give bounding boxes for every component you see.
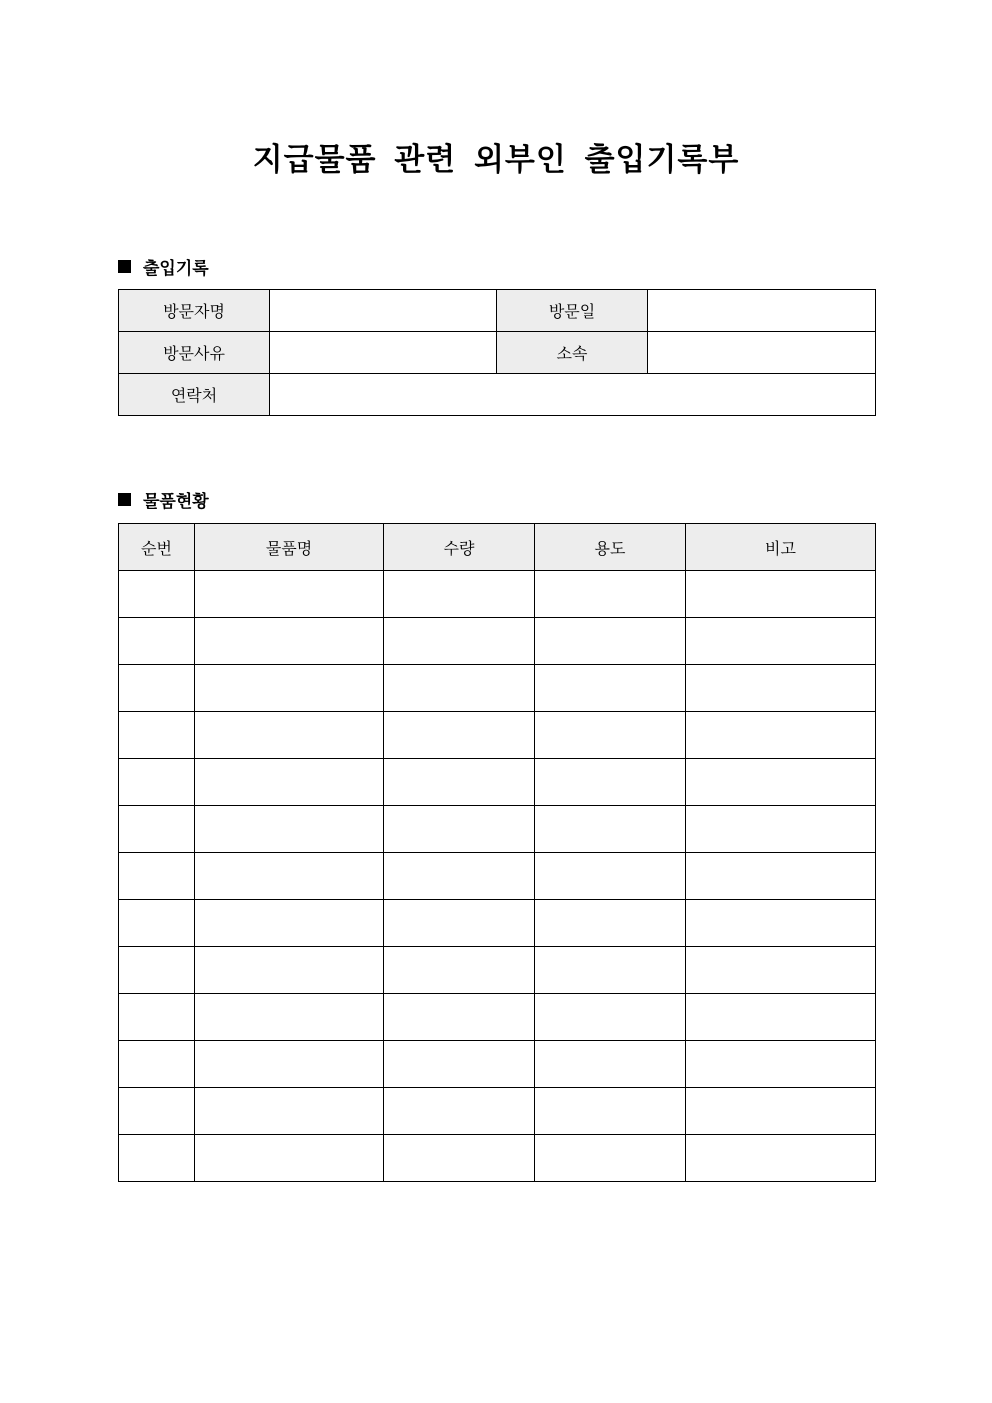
number-cell[interactable] [119, 1135, 195, 1182]
quantity-cell[interactable] [384, 900, 535, 947]
visitor-name-label: 방문자명 [119, 290, 270, 332]
number-cell[interactable] [119, 853, 195, 900]
quantity-cell[interactable] [384, 994, 535, 1041]
number-cell[interactable] [119, 712, 195, 759]
item-name-cell[interactable] [195, 618, 384, 665]
remarks-cell[interactable] [686, 947, 876, 994]
column-header-quantity: 수량 [384, 524, 535, 571]
purpose-cell[interactable] [535, 759, 686, 806]
remarks-cell[interactable] [686, 1041, 876, 1088]
table-row [119, 947, 876, 994]
purpose-cell[interactable] [535, 712, 686, 759]
purpose-cell[interactable] [535, 806, 686, 853]
table-row [119, 853, 876, 900]
purpose-cell[interactable] [535, 900, 686, 947]
quantity-cell[interactable] [384, 947, 535, 994]
item-name-cell[interactable] [195, 1088, 384, 1135]
purpose-cell[interactable] [535, 947, 686, 994]
column-header-number: 순번 [119, 524, 195, 571]
contact-label: 연락처 [119, 374, 270, 416]
number-cell[interactable] [119, 994, 195, 1041]
table-row [119, 1041, 876, 1088]
table-row [119, 1135, 876, 1182]
entry-record-table [118, 289, 876, 416]
number-cell[interactable] [119, 665, 195, 712]
item-name-cell[interactable] [195, 994, 384, 1041]
table-row [119, 1088, 876, 1135]
purpose-cell[interactable] [535, 618, 686, 665]
number-cell[interactable] [119, 1088, 195, 1135]
number-cell[interactable] [119, 947, 195, 994]
remarks-cell[interactable] [686, 994, 876, 1041]
table-row [119, 806, 876, 853]
number-cell[interactable] [119, 900, 195, 947]
table-row [119, 290, 876, 332]
purpose-cell[interactable] [535, 1088, 686, 1135]
square-bullet-icon [118, 260, 131, 273]
item-name-cell[interactable] [195, 947, 384, 994]
entry-section-heading [118, 254, 209, 279]
remarks-cell[interactable] [686, 1088, 876, 1135]
table-row [119, 332, 876, 374]
document-title: 지급물품 관련 외부인 출입기록부 [252, 142, 740, 178]
quantity-cell[interactable] [384, 618, 535, 665]
number-cell[interactable] [119, 759, 195, 806]
quantity-cell[interactable] [384, 571, 535, 618]
table-row [119, 374, 876, 416]
number-cell[interactable] [119, 1041, 195, 1088]
quantity-cell[interactable] [384, 665, 535, 712]
column-header-purpose: 용도 [535, 524, 686, 571]
number-cell[interactable] [119, 571, 195, 618]
number-cell[interactable] [119, 618, 195, 665]
table-row [119, 618, 876, 665]
purpose-cell[interactable] [535, 853, 686, 900]
purpose-cell[interactable] [535, 994, 686, 1041]
column-header-remarks: 비고 [686, 524, 876, 571]
quantity-cell[interactable] [384, 806, 535, 853]
item-name-cell[interactable] [195, 665, 384, 712]
quantity-cell[interactable] [384, 712, 535, 759]
quantity-cell[interactable] [384, 1135, 535, 1182]
table-row [119, 712, 876, 759]
remarks-cell[interactable] [686, 853, 876, 900]
contact-field[interactable] [270, 374, 876, 416]
table-row [119, 665, 876, 712]
number-cell[interactable] [119, 806, 195, 853]
visit-date-field[interactable] [648, 290, 876, 332]
remarks-cell[interactable] [686, 806, 876, 853]
remarks-cell[interactable] [686, 571, 876, 618]
purpose-cell[interactable] [535, 665, 686, 712]
remarks-cell[interactable] [686, 900, 876, 947]
quantity-cell[interactable] [384, 759, 535, 806]
items-section-heading-text: 물품현황 [143, 492, 209, 512]
purpose-cell[interactable] [535, 571, 686, 618]
table-row [119, 571, 876, 618]
item-name-cell[interactable] [195, 853, 384, 900]
item-name-cell[interactable] [195, 571, 384, 618]
quantity-cell[interactable] [384, 1041, 535, 1088]
items-table-body [119, 571, 876, 1182]
table-header-row [119, 524, 876, 571]
affiliation-field[interactable] [648, 332, 876, 374]
entry-section-heading-text: 출입기록 [143, 259, 209, 279]
purpose-cell[interactable] [535, 1135, 686, 1182]
affiliation-label: 소속 [497, 332, 648, 374]
remarks-cell[interactable] [686, 759, 876, 806]
items-section-heading [118, 487, 209, 512]
item-name-cell[interactable] [195, 806, 384, 853]
visitor-name-field[interactable] [270, 290, 497, 332]
purpose-cell[interactable] [535, 1041, 686, 1088]
item-name-cell[interactable] [195, 1041, 384, 1088]
table-row [119, 759, 876, 806]
quantity-cell[interactable] [384, 1088, 535, 1135]
items-table [118, 523, 876, 1182]
remarks-cell[interactable] [686, 618, 876, 665]
table-row [119, 900, 876, 947]
remarks-cell[interactable] [686, 1135, 876, 1182]
remarks-cell[interactable] [686, 712, 876, 759]
column-header-item-name: 물품명 [195, 524, 384, 571]
remarks-cell[interactable] [686, 665, 876, 712]
quantity-cell[interactable] [384, 853, 535, 900]
item-name-cell[interactable] [195, 759, 384, 806]
visit-date-label: 방문일 [497, 290, 648, 332]
item-name-cell[interactable] [195, 900, 384, 947]
item-name-cell[interactable] [195, 1135, 384, 1182]
item-name-cell[interactable] [195, 712, 384, 759]
square-bullet-icon [118, 493, 131, 506]
visit-reason-label: 방문사유 [119, 332, 270, 374]
visit-reason-field[interactable] [270, 332, 497, 374]
table-row [119, 994, 876, 1041]
